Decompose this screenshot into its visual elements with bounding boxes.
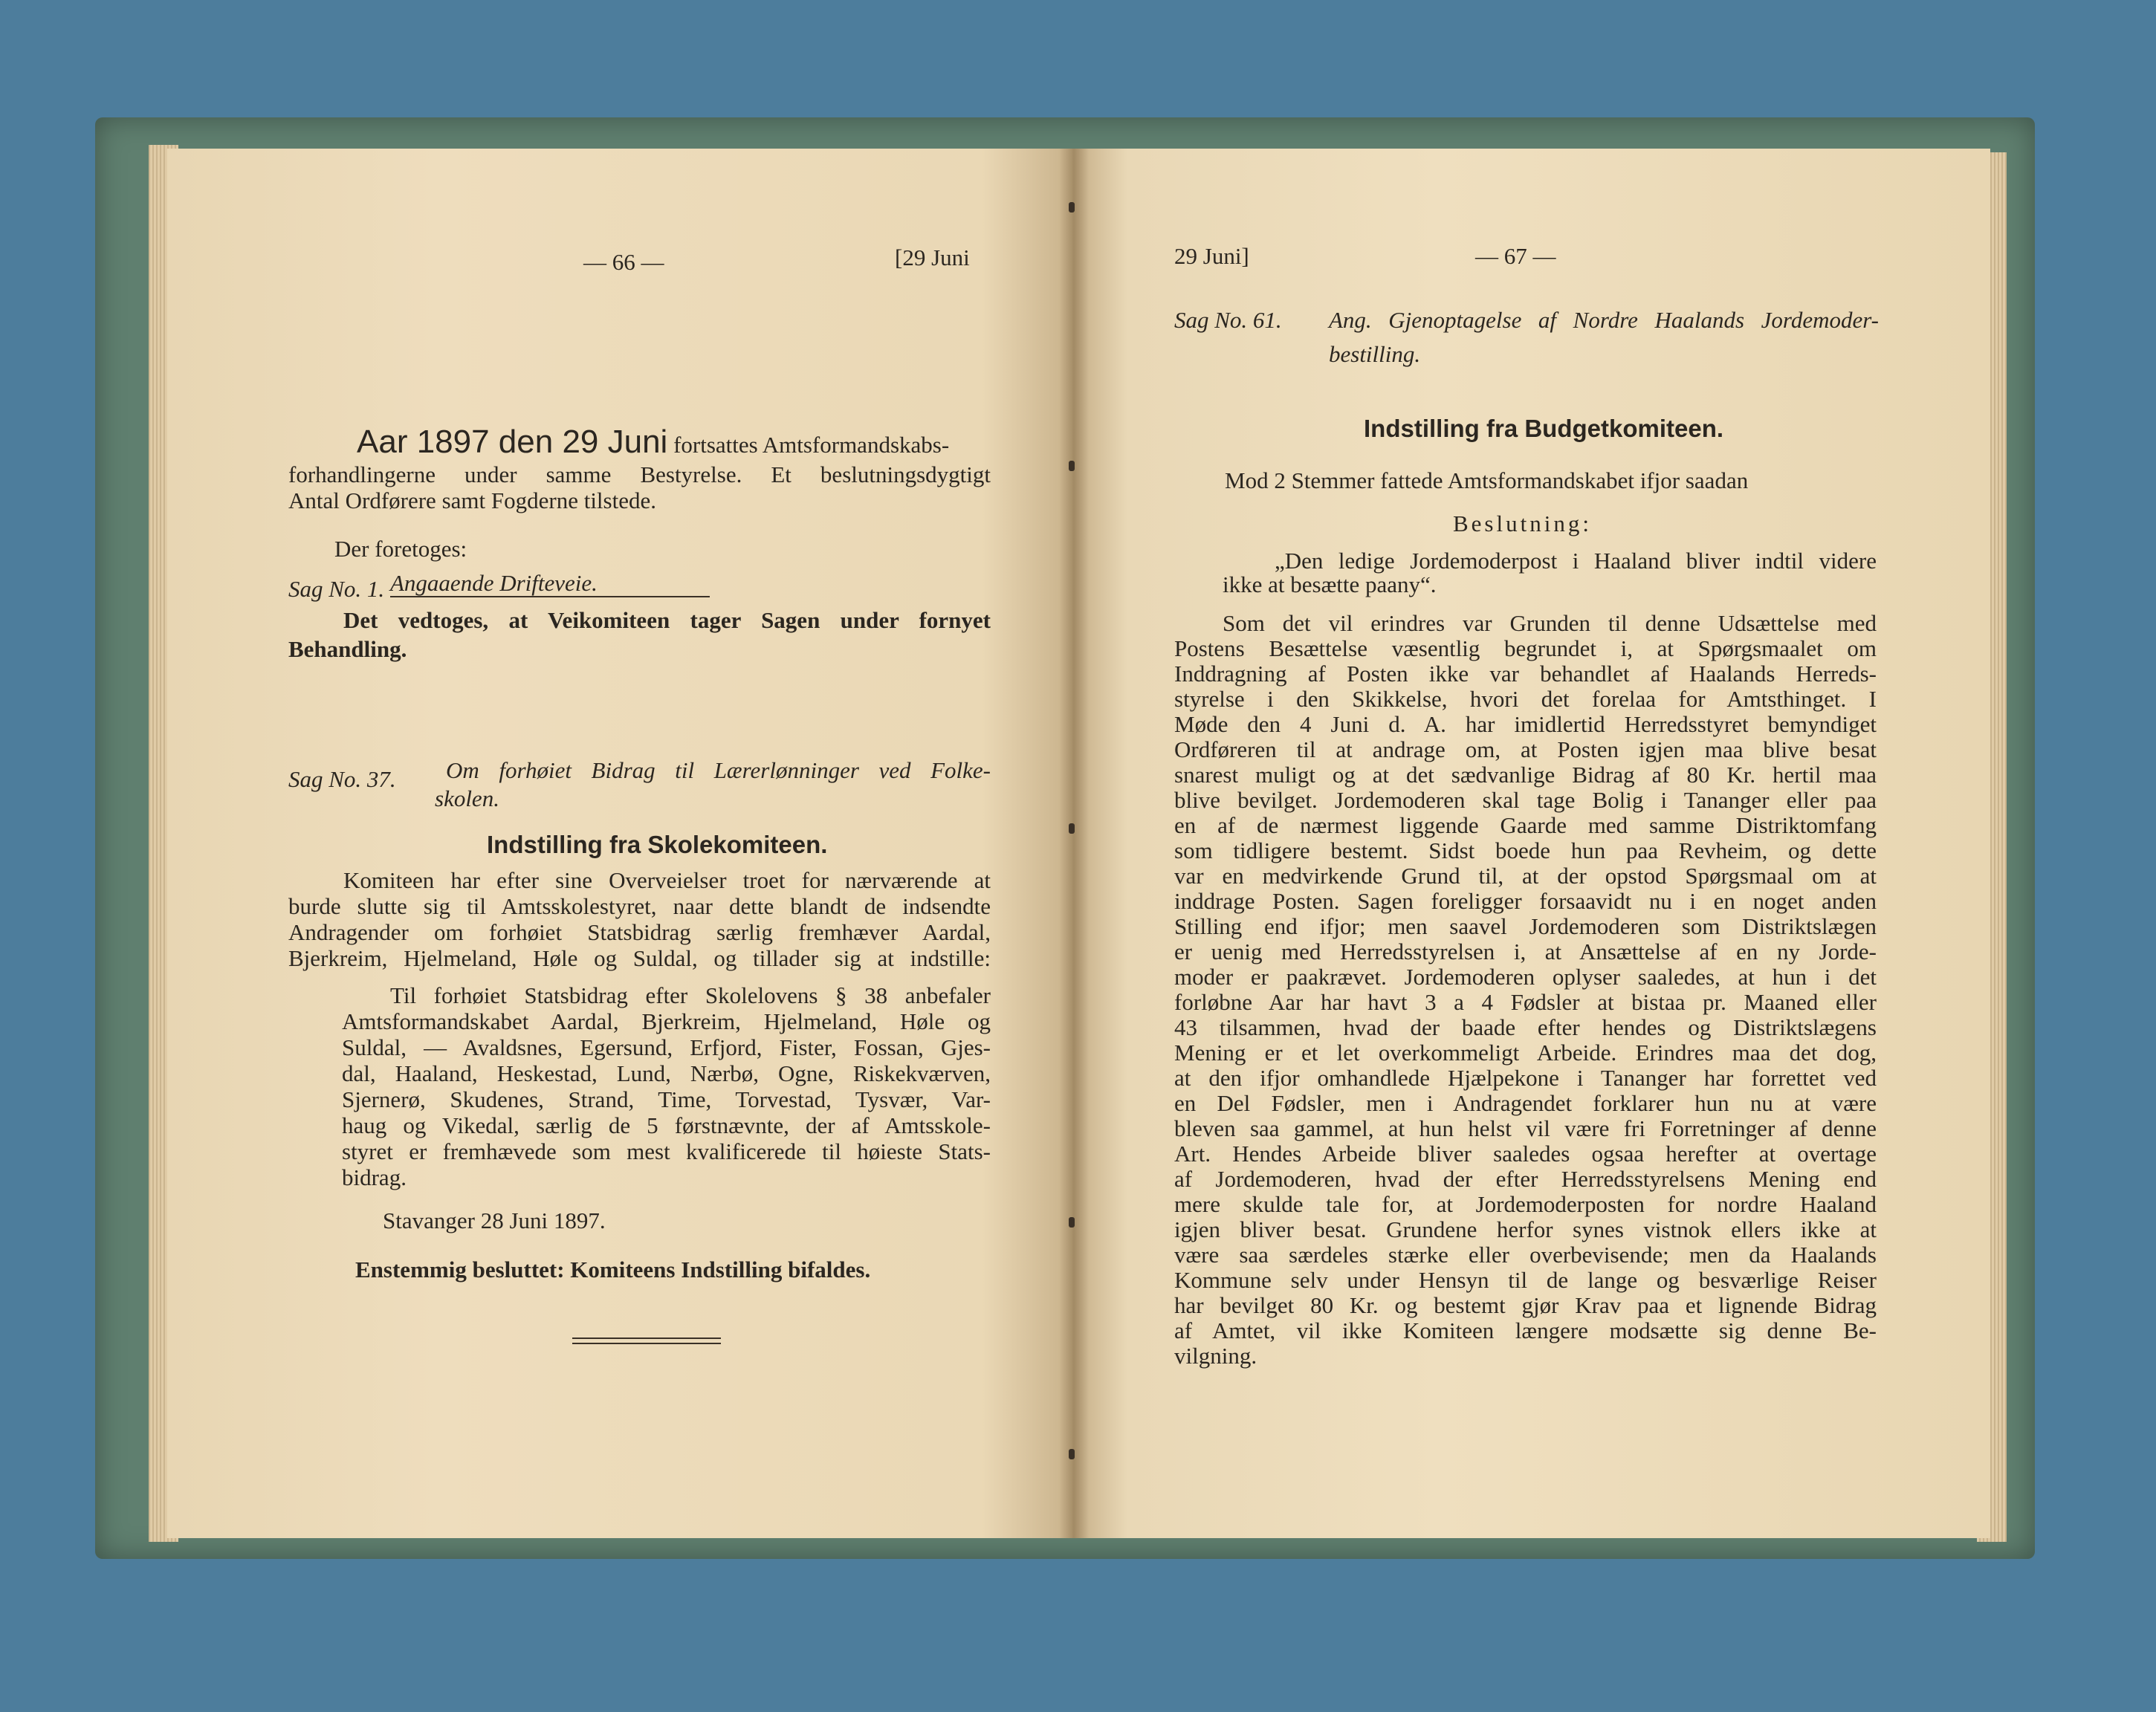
body-line: igjen bliver besat. Grundene herfor synes vistnok ellers ikke at xyxy=(1174,1216,1877,1242)
body-line: Ordføreren til at andrage om, at Posten igjen maa blive besat xyxy=(1174,736,1877,762)
sag61-number: Sag No. 61. xyxy=(1174,307,1282,333)
body-line: moder er paakrævet. Jordemoderen oplyser saaledes, at hun i det xyxy=(1174,964,1877,990)
left-page-number: — 66 — xyxy=(583,249,664,275)
intro-lead: Aar 1897 den 29 Juni xyxy=(357,424,668,460)
book-gutter xyxy=(1059,149,1089,1538)
final-decision: Enstemmig besluttet: Komiteens Indstilling bifaldes. xyxy=(355,1257,871,1283)
body-line: at den ifjor omhandlede Hjælpekone i Tananger har forrettet ved xyxy=(1174,1065,1877,1091)
sag1-decision-line: Behandling. xyxy=(288,636,407,662)
body-line: af Jordemoderen, hvad der efter Herredsstyrelsens Mening end xyxy=(1174,1166,1877,1192)
left-header-date: [29 Juni xyxy=(895,244,970,270)
sag61-title-line: Ang. Gjenoptagelse af Nordre Haalands Jordemoder- xyxy=(1329,307,1879,333)
binding-stitch xyxy=(1069,1217,1075,1228)
sag37-proposal-line: bidrag. xyxy=(342,1164,407,1190)
binding-stitch xyxy=(1069,202,1075,213)
body-line: styrelse i den Skikkelse, hvori det forelaa for Amtsthinget. I xyxy=(1174,686,1877,712)
beslutning-heading: Beslutning: xyxy=(1453,510,1592,536)
body-line: bleven saa gammel, at hun helst vil være fri Forretninger af denne xyxy=(1174,1115,1877,1141)
sag61-title-line: bestilling. xyxy=(1329,341,1421,367)
sag37-number: Sag No. 37. xyxy=(288,766,396,792)
sag37-proposal-line: haug og Vikedal, særlig de 5 førstnævnte, der af Amtsskole- xyxy=(342,1112,991,1138)
body-line: Møde den 4 Juni d. A. har imidlertid Herredsstyret bemyndiget xyxy=(1174,711,1877,737)
foretoges: Der foretoges: xyxy=(334,536,467,562)
body-line: Kommune selv under Hensyn til de lange og besværlige Reiser xyxy=(1174,1267,1877,1293)
sag61-heading: Indstilling fra Budgetkomiteen. xyxy=(1364,415,1724,442)
sag37-proposal-line: styret er fremhævede som mest kvalificerede til høieste Stats- xyxy=(342,1138,991,1164)
intro-line: Antal Ordførere samt Fogderne tilstede. xyxy=(288,487,656,513)
right-page-number: — 67 — xyxy=(1475,243,1556,269)
sag1-title-underline xyxy=(390,596,710,597)
intro-rest: fortsattes Amtsformandskabs- xyxy=(673,432,950,458)
body-line: blive bevilget. Jordemoderen skal tage Bolig i Tananger eller paa xyxy=(1174,787,1877,813)
sag37-body-line: Andragender om forhøiet Statsbidrag særlig fremhæver Aardal, xyxy=(288,919,991,945)
quote-line: ikke at besætte paany“. xyxy=(1223,571,1437,597)
sag37-body-line: burde slutte sig til Amtsskolestyret, naar dette blandt de indsendte xyxy=(288,893,991,919)
body-line: mere skulde tale for, at Jordemoderposten for nordre Haaland xyxy=(1174,1191,1877,1217)
sag37-proposal-line: Til forhøiet Statsbidrag efter Skolelovens § 38 anbefaler xyxy=(390,982,991,1008)
body-line: er uenig med Herredsstyrelsen i, at Ansættelse af en ny Jorde- xyxy=(1174,938,1877,964)
body-line: være saa særdeles stærke eller overbevisende; men da Haalands xyxy=(1174,1242,1877,1268)
quote-line: „Den ledige Jordemoderpost i Haaland bliver indtil videre xyxy=(1275,548,1877,574)
body-line: som tidligere bestemt. Sidst boede hun paa Revheim, og dette xyxy=(1174,837,1877,863)
right-header-date: 29 Juni] xyxy=(1174,243,1249,269)
sag37-proposal-line: Amtsformandskabet Aardal, Bjerkreim, Hjelmeland, Høle og xyxy=(342,1008,991,1034)
sag37-title-line: skolen. xyxy=(435,785,499,811)
body-line: har bevilget 80 Kr. og bestemt gjør Krav paa et lignende Bidrag xyxy=(1174,1292,1877,1318)
section-end-rule xyxy=(572,1338,721,1344)
body-line: Inddragning af Posten ikke var behandlet af Haalands Herreds- xyxy=(1174,661,1877,687)
sag1-decision-line: Det vedtoges, at Veikomiteen tager Sagen under fornyet xyxy=(343,607,991,633)
body-line: forløbne Aar har havt 3 a 4 Fødsler at bistaa pr. Maaned eller xyxy=(1174,989,1877,1015)
sag37-proposal-line: Sjernerø, Skudenes, Strand, Time, Torvestad, Tysvær, Var- xyxy=(342,1086,991,1112)
body-line: Art. Hendes Arbeide bliver saaledes ogsaa herefter at overtage xyxy=(1174,1141,1877,1167)
sag1-number: Sag No. 1. xyxy=(288,576,385,602)
body-line: Stilling end ifjor; men saavel Jordemoderen som Distriktslægen xyxy=(1174,913,1877,939)
sag37-body-line: Komiteen har efter sine Overveielser troet for nærværende at xyxy=(343,867,991,893)
body-line: Postens Besættelse væsentlig begrundet i, at Spørgsmaalet om xyxy=(1174,635,1877,661)
body-line: Som det vil erindres var Grunden til denne Udsættelse med xyxy=(1223,610,1877,636)
body-line: 43 tilsammen, hvad der baade efter hendes og Distriktslægens xyxy=(1174,1014,1877,1040)
body-line: vilgning. xyxy=(1174,1343,1257,1369)
intro-line: forhandlingerne under samme Bestyrelse. Et beslutningsdygtigt xyxy=(288,461,991,487)
body-line: en af de nærmest liggende Gaarde med samme Distriktomfang xyxy=(1174,812,1877,838)
sag37-proposal-line: dal, Haaland, Heskestad, Lund, Nærbø, Ogne, Riskekværven, xyxy=(342,1060,991,1086)
binding-stitch xyxy=(1069,461,1075,471)
body-line: en Del Fødsler, men i Andragendet forklarer hun nu at være xyxy=(1174,1090,1877,1116)
sag1-title: Angaaende Drifteveie. xyxy=(390,570,598,596)
sag37-proposal-line: Suldal, — Avaldsnes, Egersund, Erfjord, Fister, Fossan, Gjes- xyxy=(342,1034,991,1060)
binding-stitch xyxy=(1069,823,1075,834)
body-line: inddrage Posten. Sagen foreligger forsaavidt nu i en noget anden xyxy=(1174,888,1877,914)
body-line: Mening er et let overkommeligt Arbeide. Erindres maa det dog, xyxy=(1174,1040,1877,1066)
sag37-body-line: Bjerkreim, Hjelmeland, Høle og Suldal, og tillader sig at indstille: xyxy=(288,945,991,971)
binding-stitch xyxy=(1069,1449,1075,1459)
sag61-intro: Mod 2 Stemmer fattede Amtsformandskabet ifjor saadan xyxy=(1225,467,1749,493)
sag37-title-line: Om forhøiet Bidrag til Lærerlønninger ved Folke- xyxy=(446,757,991,783)
intro-first-line xyxy=(357,424,991,460)
sag37-heading: Indstilling fra Skolekomiteen. xyxy=(487,831,828,858)
body-line: snarest muligt og at det sædvanlige Bidrag af 80 Kr. hertil maa xyxy=(1174,762,1877,788)
place-date: Stavanger 28 Juni 1897. xyxy=(383,1207,606,1233)
body-line: var en medvirkende Grund til, at der opstod Spørgsmaal om at xyxy=(1174,863,1877,889)
body-line: af Amtet, vil ikke Komiteen længere modsætte sig denne Be- xyxy=(1174,1317,1877,1343)
